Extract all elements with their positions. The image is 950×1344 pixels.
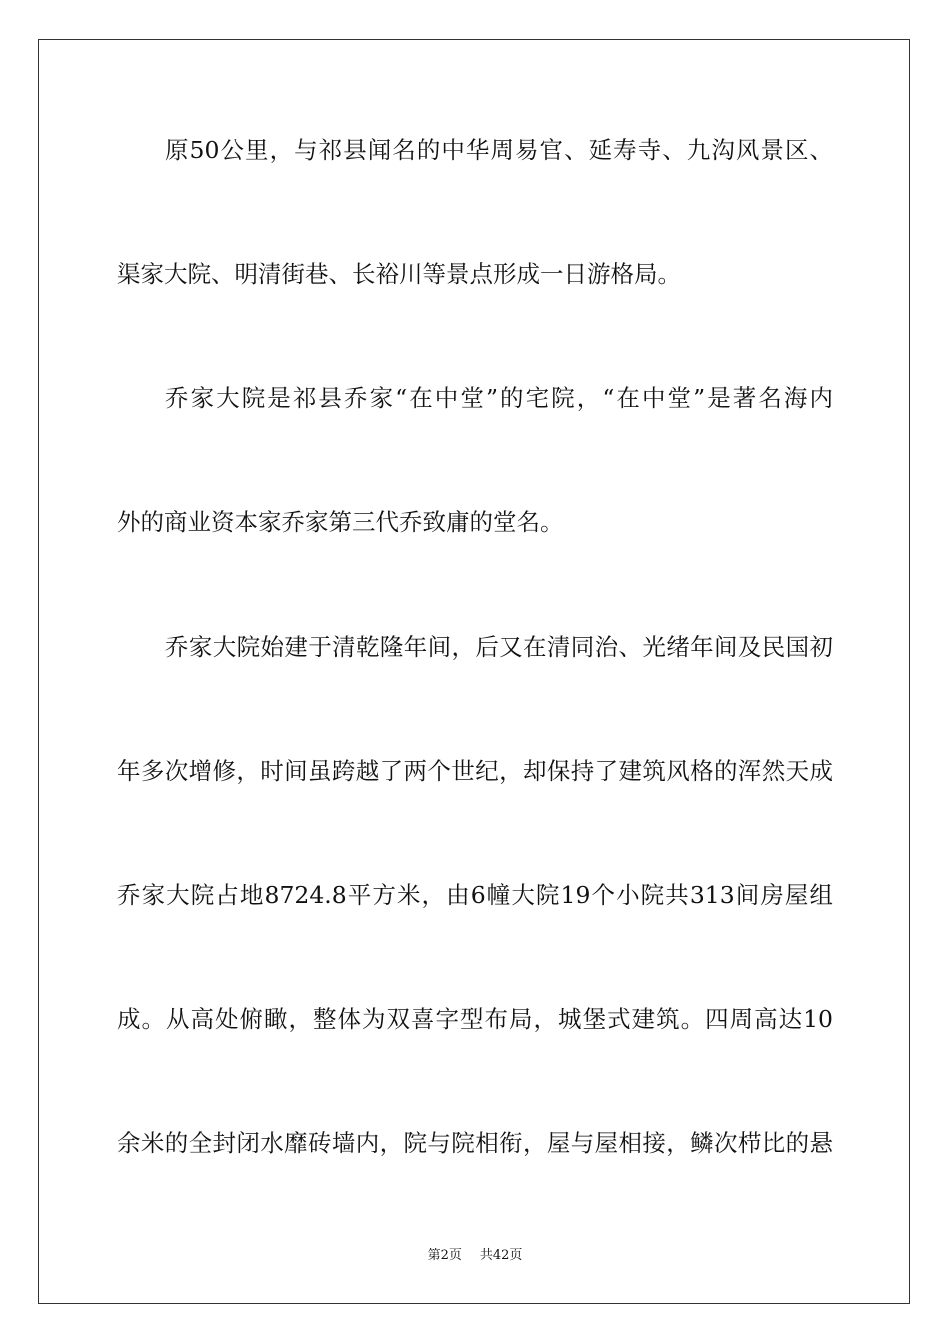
text-line-8: 成。从高处俯瞰，整体为双喜字型布局，城堡式建筑。四周高达10 bbox=[117, 1005, 833, 1033]
text-line-2: 渠家大院、明清街巷、长裕川等景点形成一日游格局。 bbox=[117, 260, 681, 288]
text-line-6: 年多次增修，时间虽跨越了两个世纪，却保持了建筑风格的浑然天成 bbox=[117, 757, 833, 785]
text-line-1: 原50公里，与祁县闻名的中华周易官、延寿寺、九沟风景区、 bbox=[165, 136, 833, 164]
text-line-9: 余米的全封闭水靡砖墙内，院与院相衔，屋与屋相接，鳞次栉比的悬 bbox=[117, 1129, 833, 1157]
page-number: 第2页 bbox=[427, 1248, 462, 1263]
page-footer bbox=[0, 1247, 950, 1265]
text-line-4: 外的商业资本家乔家第三代乔致庸的堂名。 bbox=[117, 508, 564, 536]
text-line-5: 乔家大院始建于清乾隆年间，后又在清同治、光绪年间及民国初 bbox=[165, 633, 833, 661]
text-line-3: 乔家大院是祁县乔家“在中堂”的宅院，“在中堂”是著名海内 bbox=[165, 384, 833, 412]
page-border bbox=[38, 39, 910, 1304]
text-line-7: 乔家大院占地8724.8平方米，由6幢大院19个小院共313间房屋组 bbox=[117, 881, 833, 909]
page-total: 共42页 bbox=[479, 1248, 523, 1263]
